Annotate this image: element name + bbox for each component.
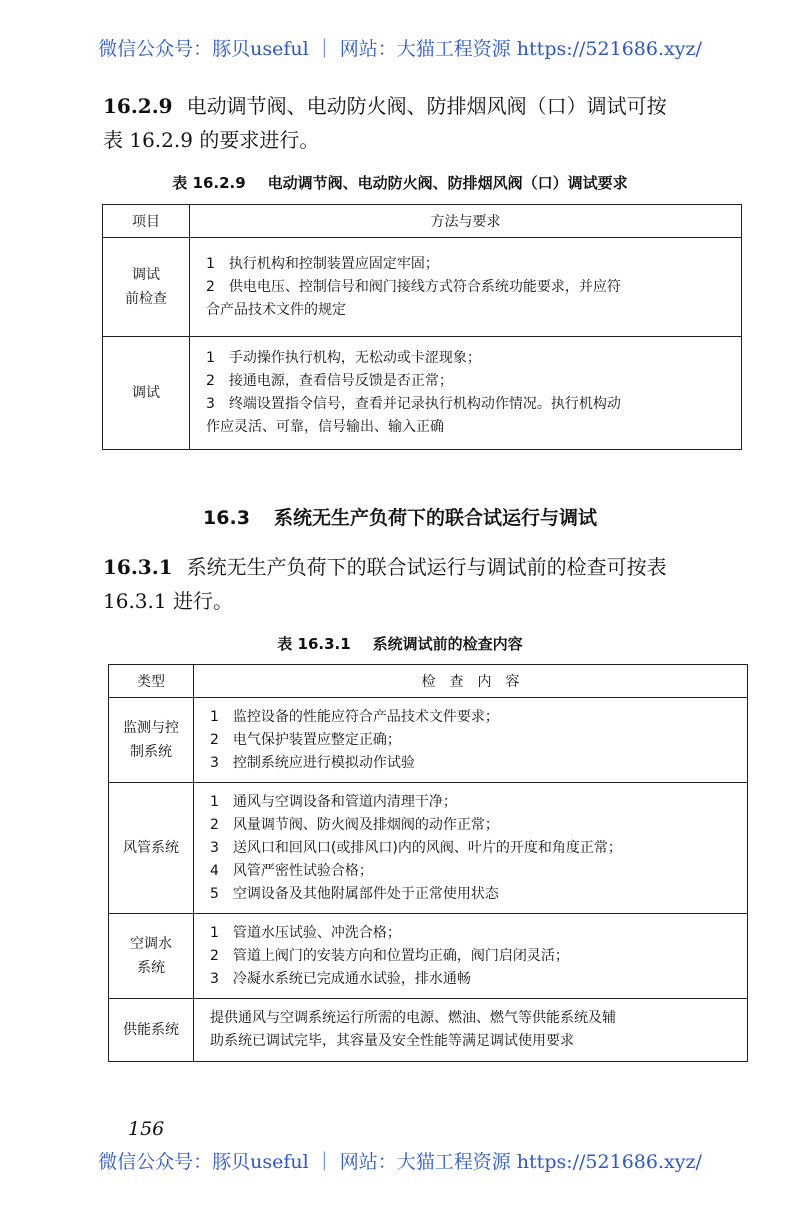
- table-header-row: [109, 665, 748, 698]
- content-line: 1 手动操作执行机构，无松动或卡涩现象；: [206, 350, 481, 366]
- content-line: 3 控制系统应进行模拟动作试验: [210, 754, 415, 771]
- category-line: 制系统: [130, 744, 172, 760]
- section-title: [0, 503, 800, 530]
- content-line: 1 监控设备的性能应符合产品技术文件要求；: [210, 708, 499, 725]
- clause-text-continued: 16.3.1 进行。: [103, 589, 233, 613]
- row-content: [194, 999, 748, 1062]
- row-content: [194, 914, 748, 999]
- category-line: 监测与控: [123, 720, 179, 736]
- table-row: [103, 337, 742, 450]
- clause-16-3-1-line1: [103, 550, 748, 584]
- header-item: 项目: [103, 205, 190, 238]
- table-caption-title: 电动调节阀、电动防火阀、防排烟风阀（口）调试要求: [267, 174, 628, 192]
- content-line: 2 接通电源，查看信号反馈是否正常；: [206, 373, 453, 389]
- clause-text: 电动调节阀、电动防火阀、防排烟风阀（口）调试可按: [186, 94, 667, 118]
- category-line: 系统: [137, 960, 165, 976]
- clause-text: 系统无生产负荷下的联合试运行与调试前的检查可按表: [186, 555, 667, 579]
- table-caption-number: 表 16.3.1: [277, 635, 351, 653]
- row-category: [109, 999, 194, 1062]
- section-number: 16.3: [203, 507, 250, 529]
- content-line: 2 风量调节阀、防火阀及排烟阀的动作正常；: [210, 816, 499, 833]
- clause-16-2-9: [103, 89, 748, 157]
- content-line: 3 终端设置指令信号，查看并记录执行机构动作情况。执行机构动: [206, 396, 621, 412]
- table-caption-title: 系统调试前的检查内容: [372, 635, 523, 653]
- clause-number: 16.2.9: [103, 94, 173, 118]
- header-method: 方法与要求: [190, 205, 742, 238]
- content-line: 1 管道水压试验、冲洗合格；: [210, 924, 401, 941]
- content-line: 4 风管严密性试验合格；: [210, 862, 373, 879]
- table-caption-number: 表 16.2.9: [172, 174, 246, 192]
- row-category: [103, 337, 190, 450]
- watermark-bottom: 微信公众号：豚贝useful ｜ 网站：大猫工程资源 https://521686.xyz/: [98, 1151, 702, 1173]
- content-line: 助系统已调试完毕，其容量及安全性能等满足调试使用要求: [210, 1033, 574, 1049]
- header-type: 类型: [109, 665, 194, 698]
- row-content: [194, 698, 748, 783]
- row-category: [109, 783, 194, 914]
- watermark-top: 微信公众号：豚贝useful ｜ 网站：大猫工程资源 https://521686.xyz/: [98, 38, 702, 60]
- table-row: [109, 783, 748, 914]
- row-category: [109, 914, 194, 999]
- category-line: 供能系统: [123, 1022, 179, 1038]
- section-heading: 系统无生产负荷下的联合试运行与调试: [273, 507, 597, 529]
- clause-number: 16.3.1: [103, 555, 173, 579]
- content-line: 作应灵活、可靠，信号输出、输入正确: [206, 419, 444, 435]
- table-row: [109, 914, 748, 999]
- row-category: [103, 238, 190, 337]
- content-line: 3 送风口和回风口(或排风口)内的风阀、叶片的开度和角度正常；: [210, 839, 622, 856]
- category-line: 调试: [132, 267, 160, 283]
- page-number: 156: [128, 1118, 165, 1140]
- row-content: [194, 783, 748, 914]
- content-line: 提供通风与空调系统运行所需的电源、燃油、燃气等供能系统及辅: [210, 1010, 616, 1026]
- content-line: 合产品技术文件的规定: [206, 301, 346, 318]
- table-row: [109, 698, 748, 783]
- content-line: 2 电气保护装置应整定正确；: [210, 731, 401, 748]
- category-line: 空调水: [130, 936, 172, 952]
- clause-text-continued: 表 16.2.9 的要求进行。: [103, 128, 320, 152]
- content-line: 1 通风与空调设备和管道内清理干净；: [210, 793, 457, 810]
- row-content: [190, 337, 742, 450]
- content-line: 3 冷凝水系统已完成通水试验，排水通畅: [210, 970, 471, 987]
- table-16-2-9: [102, 204, 742, 450]
- content-line: 5 空调设备及其他附属部件处于正常使用状态: [210, 885, 499, 902]
- content-line: 1 执行机构和控制装置应固定牢固；: [206, 255, 439, 272]
- clause-16-3-1: [103, 550, 748, 618]
- table-row: [103, 238, 742, 337]
- table-row: [109, 999, 748, 1062]
- clause-16-2-9-line1: [103, 89, 748, 123]
- category-line: 前检查: [125, 291, 167, 307]
- header-content: 检 查 内 容: [194, 665, 748, 698]
- category-line: 调试: [132, 385, 160, 401]
- row-category: [109, 698, 194, 783]
- category-line: 风管系统: [123, 840, 179, 856]
- content-line: 2 管道上阀门的安装方向和位置均正确，阀门启闭灵活；: [210, 947, 569, 964]
- table-header-row: [103, 205, 742, 238]
- row-content: [190, 238, 742, 337]
- table-16-3-1: [108, 664, 748, 1062]
- content-line: 2 供电电压、控制信号和阀门接线方式符合系统功能要求，并应符: [206, 278, 621, 295]
- table-caption: [0, 172, 800, 193]
- table-caption: [0, 633, 800, 654]
